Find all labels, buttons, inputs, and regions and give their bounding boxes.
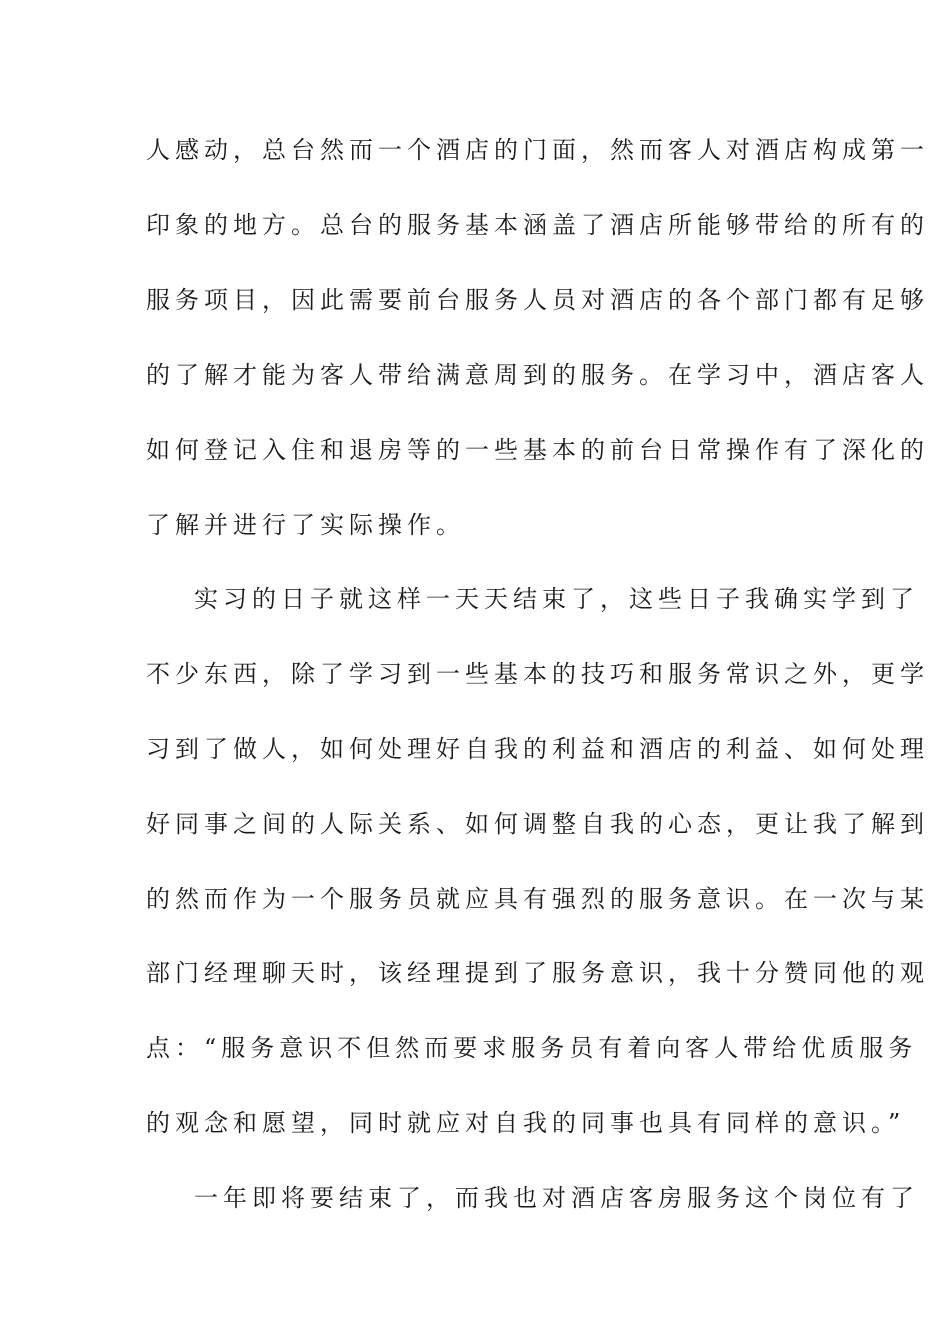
text-line: 的观念和愿望，同时就应对自我的同事也具有同样的意识。” xyxy=(146,1109,906,1137)
text-line: 服务项目，因此需要前台服务人员对酒店的各个部门都有足够 xyxy=(146,286,929,314)
text-line: 人感动，总台然而一个酒店的门面，然而客人对酒店构成第一 xyxy=(146,136,929,164)
text-line: 印象的地方。总台的服务基本涵盖了酒店所能够带给的所有的 xyxy=(146,211,929,239)
text-line: 不少东西，除了学习到一些基本的技巧和服务常识之外，更学 xyxy=(146,660,929,688)
text-line: 的然而作为一个服务员就应具有强烈的服务意识。在一次与某 xyxy=(146,885,929,913)
paragraph-first-line: 实习的日子就这样一天天结束了，这些日子我确实学到了 xyxy=(194,585,919,613)
text-line: 部门经理聊天时，该经理提到了服务意识，我十分赞同他的观 xyxy=(146,959,929,987)
paragraph-first-line: 一年即将要结束了，而我也对酒店客房服务这个岗位有了 xyxy=(194,1184,919,1212)
text-line: 如何登记入住和退房等的一些基本的前台日常操作有了深化的 xyxy=(146,436,929,464)
text-line: 了解并进行了实际操作。 xyxy=(146,511,465,539)
text-line: 好同事之间的人际关系、如何调整自我的心态，更让我了解到 xyxy=(146,810,929,838)
text-line: 点：“服务意识不但然而要求服务员有着向客人带给优质服务 xyxy=(146,1034,918,1062)
text-line: 习到了做人，如何处理好自我的利益和酒店的利益、如何处理 xyxy=(146,735,929,763)
text-line: 的了解才能为客人带给满意周到的服务。在学习中，酒店客人 xyxy=(146,361,929,389)
